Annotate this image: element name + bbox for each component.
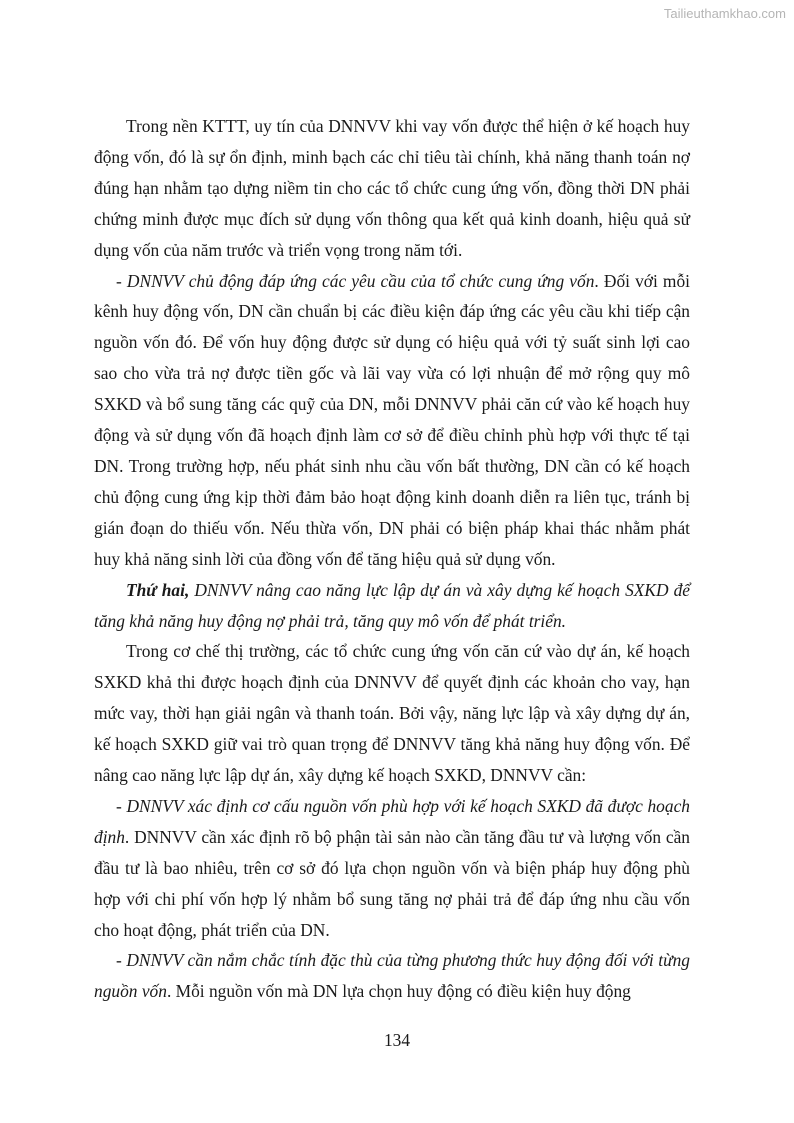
paragraph-5 [94,791,690,946]
paragraph-2-body: . Đối với mỗi kênh huy động vốn, DN cần chuẩn bị các điều kiện đáp ứng các yêu cầu khi tiếp cận nguồn vốn đó. Để vốn huy động được sử dụng có hiệu quả với tỷ suất sinh lợi cao sao cho vừa trả nợ được tiền gốc và lãi vay vừa có lợi nhuận để mở rộng quy mô SXKD và bổ sung tăng các quỹ của DN, mỗi DNNVV phải căn cứ vào kế hoạch huy động và sử dụng vốn đã hoạch định làm cơ sở để điều chỉnh phù hợp với thực tế tại DN. Trong trường hợp, nếu phát sinh nhu cầu vốn bất thường, DN cần có kế hoạch chủ động cung ứng kịp thời đảm bảo hoạt động kinh doanh diễn ra liên tục, tránh bị gián đoạn do thiếu vốn. Nếu thừa vốn, DN phải có biện pháp khai thác nhằm phát huy khả năng sinh lời của đồng vốn để tăng hiệu quả sử dụng vốn. [94,270,690,569]
paragraph-6 [94,945,690,1007]
paragraph-6-body: . Mỗi nguồn vốn mà DN lựa chọn huy động có điều kiện huy động [166,981,631,1002]
paragraph-5-heading: - DNNVV xác định cơ cấu nguồn vốn phù hợp với kế hoạch SXKD đã được hoạch định [94,795,690,847]
watermark: Tailieuthamkhao.com [663,6,786,21]
paragraph-2-heading: - DNNVV chủ động đáp ứng các yêu cầu của tổ chức cung ứng vốn [116,270,595,291]
page-body [94,111,690,1007]
page-number: 134 [383,1030,411,1050]
paragraph-1: Trong nền KTTT, uy tín của DNNVV khi vay vốn được thể hiện ở kế hoạch huy động vốn, đó là sự ổn định, minh bạch các chỉ tiêu tài chính, khả năng thanh toán nợ đúng hạn nhằm tạo dựng niềm tin cho các tổ chức cung ứng vốn, đồng thời DN phải chứng minh được mục đích sử dụng vốn thông qua kết quả kinh doanh, hiệu quả sử dụng vốn của năm trước và triển vọng trong năm tới. [94,116,690,260]
paragraph-5-body: . DNNVV cần xác định rõ bộ phận tài sản nào cần tăng đầu tư và lượng vốn cần đầu tư là bao nhiêu, trên cơ sở đó lựa chọn nguồn vốn và biện pháp huy động phù hợp với chi phí vốn hợp lý nhằm bổ sung tăng nợ phải trả để đáp ứng nhu cầu vốn cho hoạt động, phát triển của DN. [94,826,690,940]
paragraph-3-lead: Thứ hai, [126,579,190,600]
paragraph-3 [94,575,690,637]
paragraph-3-heading: DNNVV nâng cao năng lực lập dự án và xây dựng kế hoạch SXKD để tăng khả năng huy động nợ phải trả, tăng quy mô vốn để phát triển. [94,579,691,631]
paragraph-6-heading: - DNNVV cần nắm chắc tính đặc thù của từng phương thức huy động đối với từng nguồn vốn [94,950,690,1002]
paragraph-4: Trong cơ chế thị trường, các tổ chức cung ứng vốn căn cứ vào dự án, kế hoạch SXKD khả thi được hoạch định của DNNVV để quyết định các khoản cho vay, hạn mức vay, thời hạn giải ngân và thanh toán. Bởi vậy, năng lực lập và xây dựng dự án, kế hoạch SXKD giữ vai trò quan trọng để DNNVV tăng khả năng huy động vốn. Để nâng cao năng lực lập dự án, xây dựng kế hoạch SXKD, DNNVV cần: [94,641,690,786]
paragraph-2 [94,266,690,575]
